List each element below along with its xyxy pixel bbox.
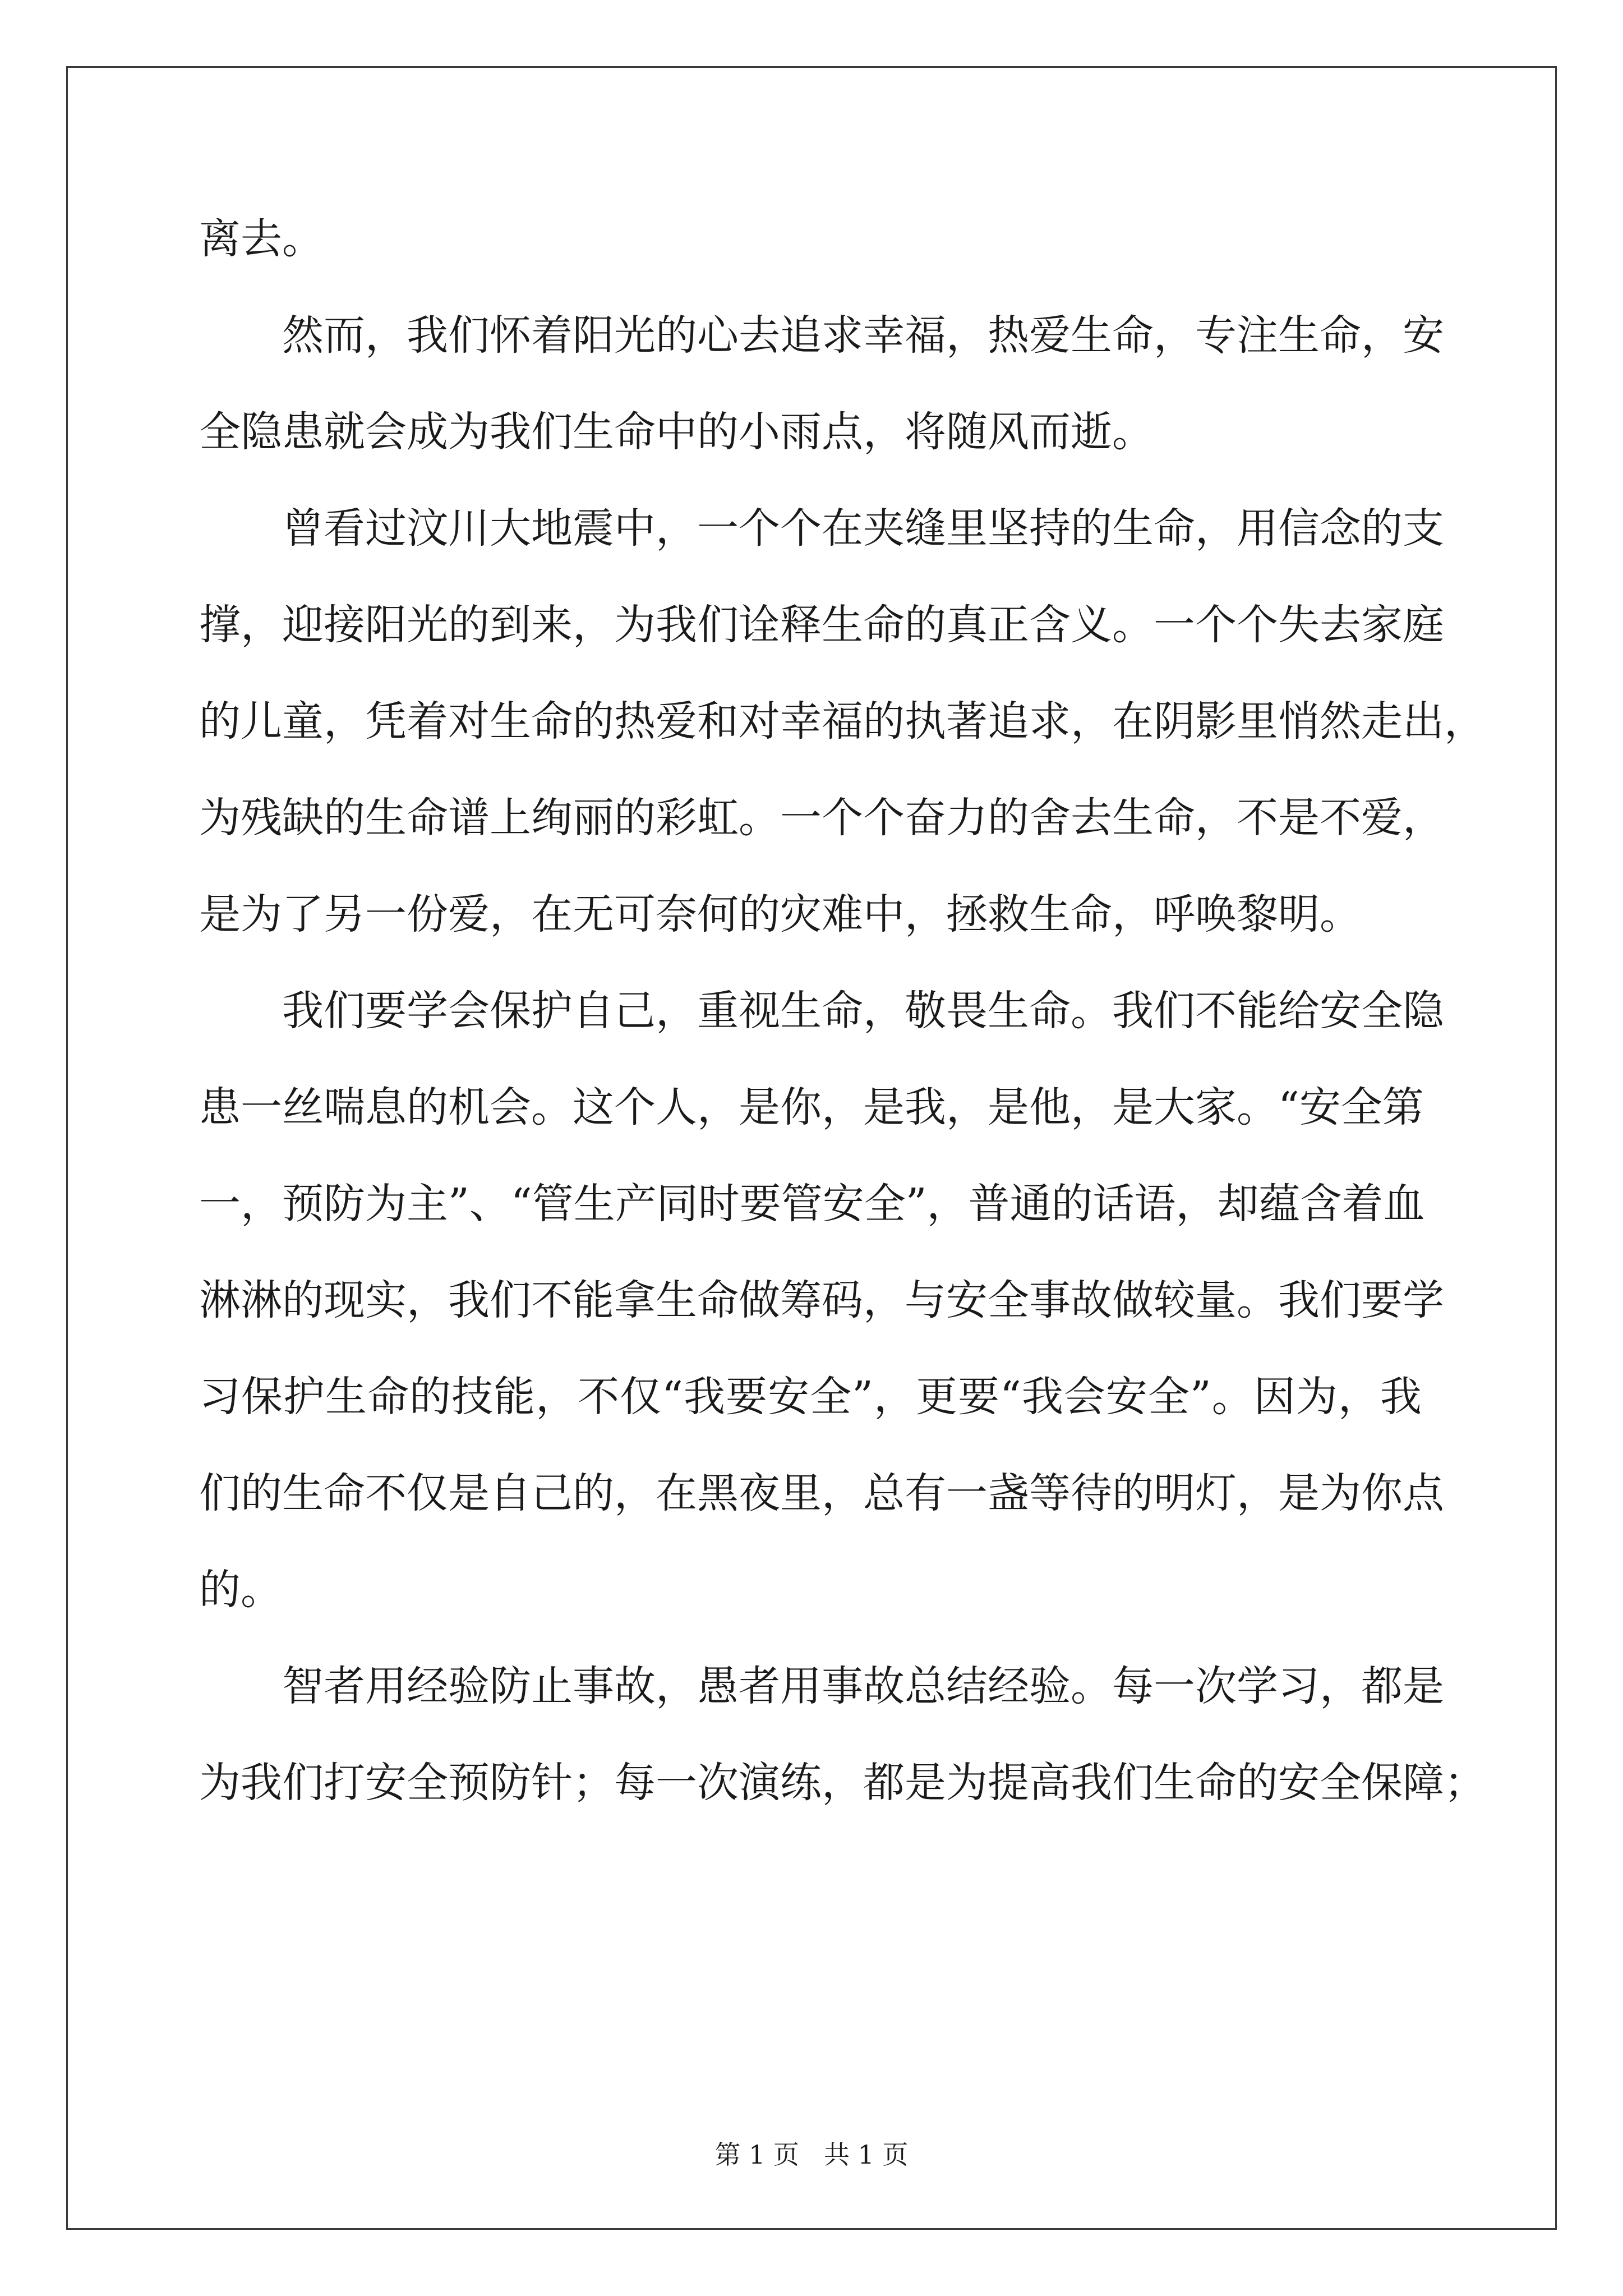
document-body [199, 191, 1486, 1831]
text-line: 的。 [199, 1566, 282, 1614]
text-line: 曾 看 过 汶 川 大 地 震 中 ， 一 个 个 在 夹 缝 里 坚 持 的 生 命 ， 用 信 念 的 支 [282, 504, 1444, 553]
text-line: 离去。 [199, 215, 324, 263]
text-line: 的 儿 童 ， 凭 着 对 生 命 的 热 爱 和 对 幸 福 的 执 著 追 求 ， 在 阴 影 里 悄 然 走 出 ， [199, 697, 1486, 746]
text-line: 然 而 ， 我 们 怀 着 阳 光 的 心 去 追 求 幸 福 ， 热 爱 生 命 ， 专 注 生 命 ， 安 [282, 311, 1444, 360]
text-line: 患 一 丝 喘 息 的 机 会 。 这 个 人 ， 是 你 ， 是 我 ， 是 他 ， 是 大 家 。 “ 安 全 第 [199, 1083, 1424, 1131]
page-number: 第 1 页 [714, 2139, 800, 2170]
page-footer [0, 2134, 1623, 2171]
text-line: 是为了另一份爱，在无可奈何的灾难中，拯救生命，呼唤黎明。 [199, 890, 1361, 938]
text-line: 智 者 用 经 验 防 止 事 故 ， 愚 者 用 事 故 总 结 经 验 。 每 一 次 学 习 ， 都 是 [282, 1662, 1444, 1710]
text-line: 全隐患就会成为我们生命中的小雨点，将随风而逝。 [199, 408, 1154, 456]
text-line: 撑 ， 迎 接 阳 光 的 到 来 ， 为 我 们 诠 释 生 命 的 真 正 含 义 。 一 个 个 失 去 家 庭 [199, 601, 1444, 649]
page-total: 共 1 页 [823, 2139, 909, 2170]
text-line: 淋 淋 的 现 实 ， 我 们 不 能 拿 生 命 做 筹 码 ， 与 安 全 事 故 做 较 量 。 我 们 要 学 [199, 1276, 1444, 1324]
text-line: 我 们 要 学 会 保 护 自 己 ， 重 视 生 命 ， 敬 畏 生 命 。 我 们 不 能 给 安 全 隐 [282, 987, 1444, 1035]
text-line: 一 ， 预 防 为 主 ” 、 “ 管 生 产 同 时 要 管 安 全 ” ， 普 通 的 话 语 ， 却 蕴 含 着 血 [199, 1180, 1425, 1228]
text-line: 习 保 护 生 命 的 技 能 ， 不 仅 “ 我 要 安 全 ” ， 更 要 “ 我 会 安 全 ” 。 因 为 ， 我 [199, 1373, 1422, 1421]
text-line: 为 残 缺 的 生 命 谱 上 绚 丽 的 彩 虹 。 一 个 个 奋 力 的 舍 去 生 命 ， 不 是 不 爱 ， [199, 794, 1444, 842]
text-line: 为 我 们 打 安 全 预 防 针 ； 每 一 次 演 练 ， 都 是 为 提 高 我 们 生 命 的 安 全 保 障 ； [199, 1759, 1486, 1807]
text-line: 们 的 生 命 不 仅 是 自 己 的 ， 在 黑 夜 里 ， 总 有 一 盏 等 待 的 明 灯 ， 是 为 你 点 [199, 1469, 1444, 1517]
